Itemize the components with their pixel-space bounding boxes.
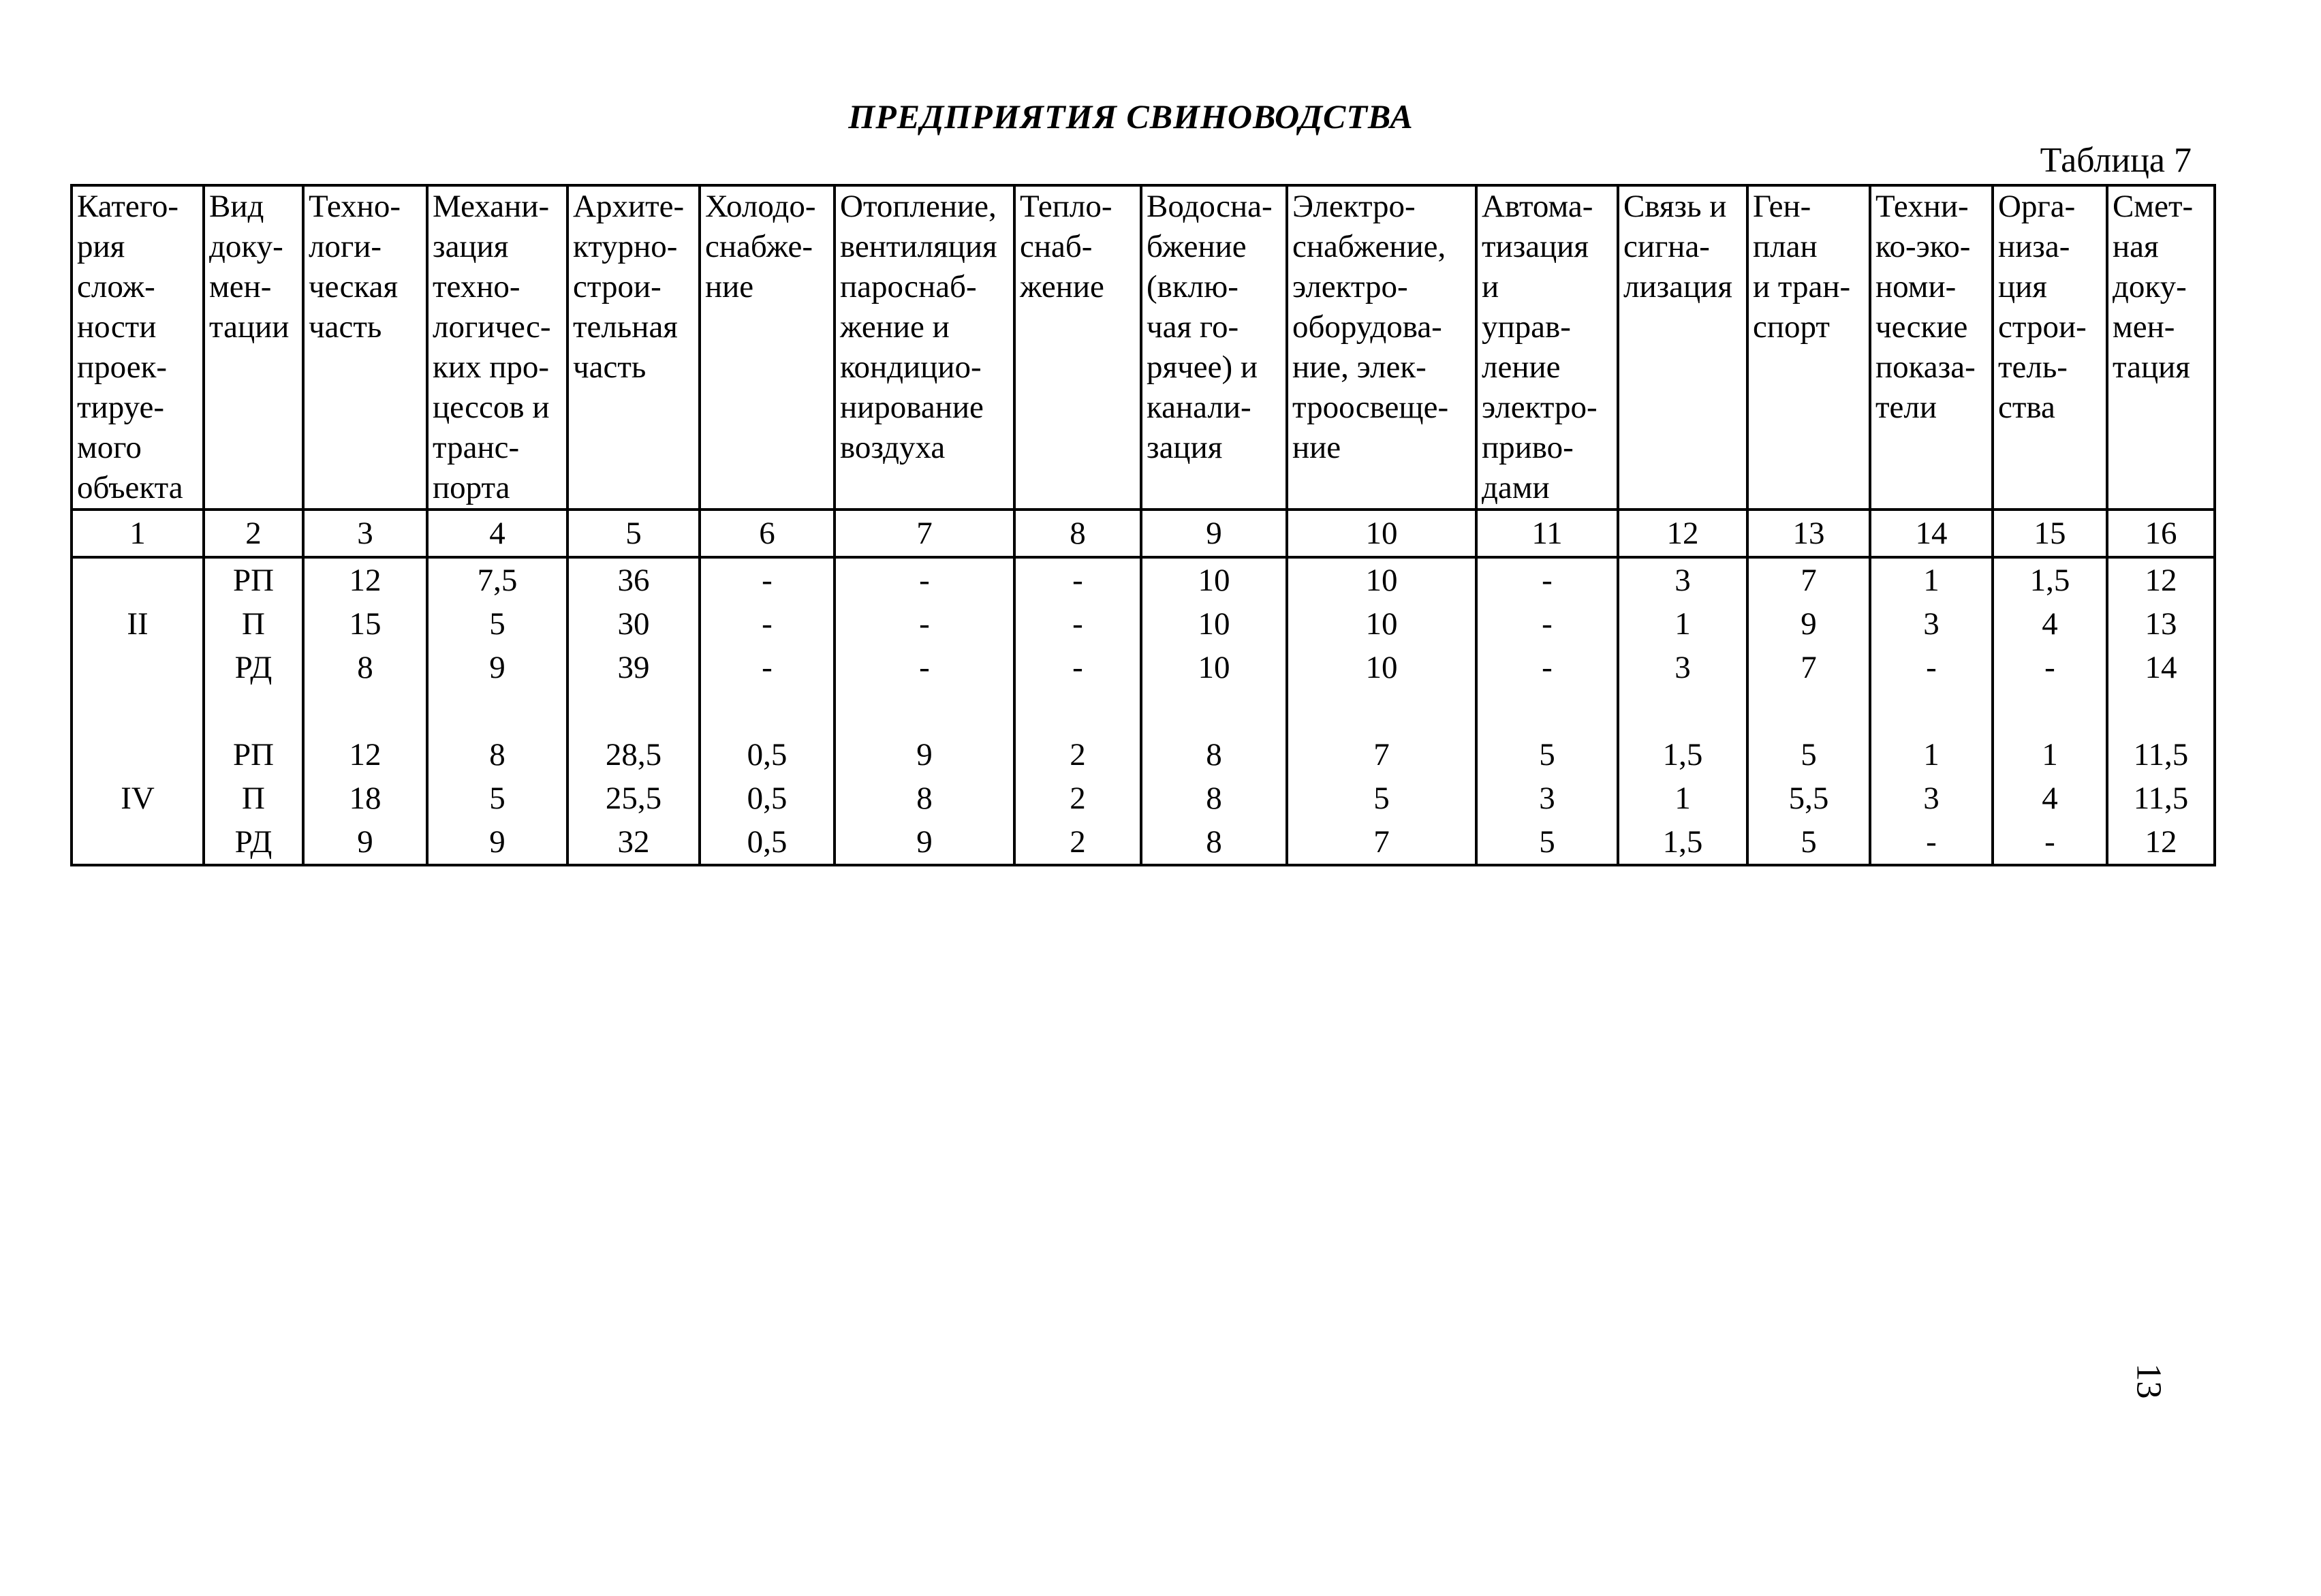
column-header-line: (вклю- xyxy=(1147,269,1239,304)
column-header-line: рячее) и xyxy=(1147,349,1258,385)
value-cell: 7 xyxy=(1801,563,1817,598)
column-header-line: Механи- xyxy=(433,189,550,224)
column-header-line: тируе- xyxy=(77,390,164,425)
value-cell: 8 xyxy=(1206,824,1222,860)
column-values-4 xyxy=(427,557,567,865)
column-number-9: 9 xyxy=(1141,510,1287,557)
value-cell: - xyxy=(1542,563,1553,598)
value-cell: 12 xyxy=(2145,824,2177,860)
value-cell: 8 xyxy=(489,737,505,772)
column-header-line: зация xyxy=(1147,430,1223,465)
value-cell: 7 xyxy=(1373,737,1390,772)
column-header-line: строи- xyxy=(1998,309,2087,345)
value-cell: 12 xyxy=(349,737,381,772)
group-spacer xyxy=(1292,689,1471,733)
column-number-12: 12 xyxy=(1618,510,1747,557)
column-header-2 xyxy=(204,185,303,510)
column-values-15 xyxy=(1993,557,2107,865)
value-cell: 1 xyxy=(1674,606,1691,642)
value-cell: 36 xyxy=(617,563,650,598)
value-cell: 10 xyxy=(1365,606,1398,642)
column-header-8 xyxy=(1014,185,1141,510)
column-header-line: логичес- xyxy=(433,309,551,345)
column-number-13: 13 xyxy=(1747,510,1870,557)
value-cell: 0,5 xyxy=(747,737,788,772)
value-cell: 3 xyxy=(1539,781,1555,816)
group-spacer xyxy=(1482,689,1613,733)
value-cell: - xyxy=(919,606,930,642)
column-header-line: низа- xyxy=(1998,229,2070,264)
value-cell: 4 xyxy=(2042,781,2058,816)
column-header-line: тель- xyxy=(1998,349,2068,385)
column-header-line: чая го- xyxy=(1147,309,1239,345)
column-number-6: 6 xyxy=(700,510,835,557)
value-cell: 2 xyxy=(1070,824,1086,860)
column-header-line: ства xyxy=(1998,390,2055,425)
value-cell: 28,5 xyxy=(605,737,662,772)
value-cell: 5 xyxy=(489,606,505,642)
value-cell: 5 xyxy=(1539,824,1555,860)
column-number-1: 1 xyxy=(72,510,204,557)
column-header-line: ция xyxy=(1998,269,2047,304)
column-values-13 xyxy=(1747,557,1870,865)
column-header-line: мого xyxy=(77,430,142,465)
column-header-line: управ- xyxy=(1482,309,1571,345)
column-header-line: объекта xyxy=(77,470,183,505)
value-cell: 1,5 xyxy=(1662,737,1703,772)
group-spacer xyxy=(433,689,562,733)
column-header-12 xyxy=(1618,185,1747,510)
value-cell: - xyxy=(1542,606,1553,642)
value-cell: - xyxy=(2044,824,2055,860)
value-cell: 25,5 xyxy=(605,781,662,816)
column-header-line: ние, элек- xyxy=(1292,349,1427,385)
value-cell: 2 xyxy=(1070,737,1086,772)
value-cell: 1,5 xyxy=(2029,563,2070,598)
column-header-line: слож- xyxy=(77,269,155,304)
value-cell: 14 xyxy=(2145,650,2177,685)
column-header-line: Связь и xyxy=(1623,189,1727,224)
doc-type-cell: РД xyxy=(234,650,272,685)
group-spacer xyxy=(1998,689,2102,733)
column-header-9 xyxy=(1141,185,1287,510)
column-header-16 xyxy=(2107,185,2215,510)
value-cell: - xyxy=(762,606,773,642)
value-cell: 1 xyxy=(2042,737,2058,772)
value-cell: 1 xyxy=(1674,781,1691,816)
column-header-line: цессов и xyxy=(433,390,550,425)
value-cell: 30 xyxy=(617,606,650,642)
column-header-line: логи- xyxy=(309,229,382,264)
value-cell: 8 xyxy=(357,650,373,685)
column-header-line: тации xyxy=(209,309,290,345)
doc-type-cell: П xyxy=(242,606,265,642)
column-values-9 xyxy=(1141,557,1287,865)
column-header-line: Техни- xyxy=(1875,189,1969,224)
value-cell: 5 xyxy=(489,781,505,816)
value-cell: 3 xyxy=(1674,650,1691,685)
column-number-14: 14 xyxy=(1870,510,1993,557)
group-spacer xyxy=(77,689,198,733)
value-cell: - xyxy=(1926,650,1937,685)
column-header-line: Орга- xyxy=(1998,189,2076,224)
column-header-line: дами xyxy=(1482,470,1550,505)
table-label: Таблица 7 xyxy=(2040,141,2192,180)
column-header-line: номи- xyxy=(1875,269,1957,304)
column-header-line: ктурно- xyxy=(573,229,678,264)
group-spacer xyxy=(705,689,829,733)
group-spacer xyxy=(209,689,298,733)
column-header-line: вентиляция xyxy=(840,229,997,264)
column-header-11 xyxy=(1476,185,1618,510)
column-header-line: Тепло- xyxy=(1020,189,1112,224)
column-header-line: строи- xyxy=(573,269,661,304)
column-values-12 xyxy=(1618,557,1747,865)
value-cell: 0,5 xyxy=(747,824,788,860)
value-cell: - xyxy=(919,650,930,685)
group-spacer xyxy=(1020,689,1136,733)
category-cell xyxy=(77,733,198,777)
category-cell xyxy=(77,646,198,689)
column-values-10 xyxy=(1287,557,1476,865)
column-number-2: 2 xyxy=(204,510,303,557)
value-cell: 9 xyxy=(916,737,933,772)
group-spacer xyxy=(840,689,1009,733)
header-row xyxy=(72,185,2215,510)
value-cell: 9 xyxy=(489,650,505,685)
column-header-4 xyxy=(427,185,567,510)
value-cell: - xyxy=(1926,824,1937,860)
value-cell: 5,5 xyxy=(1788,781,1829,816)
column-header-line: Архите- xyxy=(573,189,685,224)
column-header-line: снабже- xyxy=(705,229,813,264)
column-header-line: оборудова- xyxy=(1292,309,1442,345)
value-cell: 10 xyxy=(1365,563,1398,598)
column-header-line: проек- xyxy=(77,349,168,385)
column-header-line: доку- xyxy=(209,229,283,264)
column-header-line: электро- xyxy=(1292,269,1408,304)
column-values-14 xyxy=(1870,557,1993,865)
column-header-line: Отопление, xyxy=(840,189,997,224)
value-cell: 11,5 xyxy=(2133,781,2189,816)
column-header-line: ление xyxy=(1482,349,1561,385)
value-cell: 12 xyxy=(349,563,381,598)
column-header-line: ких про- xyxy=(433,349,550,385)
column-header-line: ности xyxy=(77,309,157,345)
column-header-line: тация xyxy=(2113,349,2190,385)
value-cell: 10 xyxy=(1365,650,1398,685)
column-header-line: жение xyxy=(1020,269,1104,304)
column-header-1 xyxy=(72,185,204,510)
column-header-line: Автома- xyxy=(1482,189,1593,224)
column-header-line: часть xyxy=(309,309,382,345)
column-values-11 xyxy=(1476,557,1618,865)
group-spacer xyxy=(1623,689,1742,733)
value-cell: 11,5 xyxy=(2133,737,2189,772)
value-cell: 7 xyxy=(1801,650,1817,685)
column-header-line: и xyxy=(1482,269,1499,304)
value-cell: 5 xyxy=(1801,824,1817,860)
value-cell: 18 xyxy=(349,781,381,816)
category-cell xyxy=(77,820,198,864)
value-cell: 4 xyxy=(2042,606,2058,642)
column-values-7 xyxy=(835,557,1014,865)
doc-type-cell: П xyxy=(242,781,265,816)
column-header-line: рия xyxy=(77,229,125,264)
column-header-line: жение и xyxy=(840,309,950,345)
value-cell: - xyxy=(1542,650,1553,685)
value-cell: 8 xyxy=(1206,737,1222,772)
column-header-line: доку- xyxy=(2113,269,2187,304)
column-header-line: спорт xyxy=(1753,309,1830,345)
column-header-3 xyxy=(303,185,427,510)
value-cell: - xyxy=(1072,563,1083,598)
value-cell: 2 xyxy=(1070,781,1086,816)
column-header-line: часть xyxy=(573,349,647,385)
column-header-line: кондицио- xyxy=(840,349,982,385)
value-cell: 10 xyxy=(1198,650,1230,685)
value-cell: - xyxy=(1072,606,1083,642)
category-cell xyxy=(77,559,198,602)
value-cell: 7,5 xyxy=(477,563,518,598)
norms-table xyxy=(70,184,2216,866)
column-header-line: Водосна- xyxy=(1147,189,1273,224)
page-number: 13 xyxy=(2129,1363,2168,1399)
value-cell: 32 xyxy=(617,824,650,860)
column-header-line: бжение xyxy=(1147,229,1247,264)
doc-type-cell: РД xyxy=(234,824,272,860)
value-cell: - xyxy=(762,650,773,685)
value-cell: 1,5 xyxy=(1662,824,1703,860)
column-header-line: лизация xyxy=(1623,269,1732,304)
value-cell: 9 xyxy=(1801,606,1817,642)
column-header-line: транс- xyxy=(433,430,520,465)
column-values-5 xyxy=(567,557,700,865)
value-cell: - xyxy=(919,563,930,598)
value-cell: - xyxy=(2044,650,2055,685)
group-spacer xyxy=(1753,689,1865,733)
column-header-line: мен- xyxy=(2113,309,2175,345)
column-header-line: и тран- xyxy=(1753,269,1851,304)
data-row xyxy=(72,557,2215,865)
value-cell: 9 xyxy=(489,824,505,860)
value-cell: 39 xyxy=(617,650,650,685)
column-header-line: ческая xyxy=(309,269,399,304)
value-cell: 10 xyxy=(1198,606,1230,642)
category-cell: II xyxy=(127,606,149,642)
column-header-line: показа- xyxy=(1875,349,1976,385)
value-cell: 3 xyxy=(1923,606,1940,642)
doc-type-cell: РП xyxy=(232,563,275,598)
value-cell: 1 xyxy=(1923,563,1940,598)
value-cell: 3 xyxy=(1674,563,1691,598)
column-header-line: приво- xyxy=(1482,430,1574,465)
group-spacer xyxy=(2113,689,2209,733)
column-number-15: 15 xyxy=(1993,510,2107,557)
column-number-16: 16 xyxy=(2107,510,2215,557)
column-number-4: 4 xyxy=(427,510,567,557)
column-header-line: сигна- xyxy=(1623,229,1710,264)
column-header-line: электро- xyxy=(1482,390,1598,425)
column-header-line: тельная xyxy=(573,309,678,345)
value-cell: 8 xyxy=(916,781,933,816)
column-header-line: Электро- xyxy=(1292,189,1416,224)
value-cell: 3 xyxy=(1923,781,1940,816)
column-header-5 xyxy=(567,185,700,510)
column-header-line: порта xyxy=(433,470,510,505)
value-cell: 5 xyxy=(1539,737,1555,772)
column-header-line: пароснаб- xyxy=(840,269,977,304)
column-header-13 xyxy=(1747,185,1870,510)
group-spacer xyxy=(309,689,422,733)
column-header-line: Смет- xyxy=(2113,189,2194,224)
value-cell: 5 xyxy=(1801,737,1817,772)
column-header-line: мен- xyxy=(209,269,272,304)
column-header-6 xyxy=(700,185,835,510)
doc-type-cell: РП xyxy=(232,737,275,772)
column-header-line: тизация xyxy=(1482,229,1589,264)
group-spacer xyxy=(573,689,694,733)
group-spacer xyxy=(1147,689,1281,733)
column-values-3 xyxy=(303,557,427,865)
column-header-line: Техно- xyxy=(309,189,401,224)
value-cell: - xyxy=(1072,650,1083,685)
page-title: ПРЕДПРИЯТИЯ СВИНОВОДСТВА xyxy=(848,97,1414,136)
value-cell: - xyxy=(762,563,773,598)
column-number-10: 10 xyxy=(1287,510,1476,557)
value-cell: 1 xyxy=(1923,737,1940,772)
column-header-line: Вид xyxy=(209,189,264,224)
value-cell: 9 xyxy=(916,824,933,860)
value-cell: 7 xyxy=(1373,824,1390,860)
category-cell: IV xyxy=(121,781,155,816)
column-header-15 xyxy=(1993,185,2107,510)
column-header-line: Катего- xyxy=(77,189,179,224)
column-header-line: тели xyxy=(1875,390,1937,425)
value-cell: 10 xyxy=(1198,563,1230,598)
column-number-row xyxy=(72,510,2215,557)
value-cell: 5 xyxy=(1373,781,1390,816)
column-header-line: снаб- xyxy=(1020,229,1093,264)
column-values-16 xyxy=(2107,557,2215,865)
column-header-line: зация xyxy=(433,229,509,264)
column-header-line: ческие xyxy=(1875,309,1968,345)
column-header-line: нирование xyxy=(840,390,984,425)
value-cell: 0,5 xyxy=(747,781,788,816)
column-header-line: снабжение, xyxy=(1292,229,1446,264)
column-header-line: Холодо- xyxy=(705,189,816,224)
value-cell: 13 xyxy=(2145,606,2177,642)
column-number-7: 7 xyxy=(835,510,1014,557)
value-cell: 9 xyxy=(357,824,373,860)
column-header-line: канали- xyxy=(1147,390,1251,425)
column-number-5: 5 xyxy=(567,510,700,557)
column-values-2 xyxy=(204,557,303,865)
column-number-8: 8 xyxy=(1014,510,1141,557)
value-cell: 8 xyxy=(1206,781,1222,816)
column-header-line: воздуха xyxy=(840,430,946,465)
column-header-line: троосвеще- xyxy=(1292,390,1449,425)
value-cell: 15 xyxy=(349,606,381,642)
column-header-7 xyxy=(835,185,1014,510)
group-spacer xyxy=(1875,689,1987,733)
column-values-6 xyxy=(700,557,835,865)
column-values-1 xyxy=(72,557,204,865)
value-cell: 12 xyxy=(2145,563,2177,598)
column-number-11: 11 xyxy=(1476,510,1618,557)
column-header-line: план xyxy=(1753,229,1818,264)
column-header-14 xyxy=(1870,185,1993,510)
column-number-3: 3 xyxy=(303,510,427,557)
column-header-line: ко-эко- xyxy=(1875,229,1971,264)
column-header-line: техно- xyxy=(433,269,520,304)
column-header-line: ние xyxy=(705,269,754,304)
column-header-line: ная xyxy=(2113,229,2159,264)
column-header-line: Ген- xyxy=(1753,189,1811,224)
column-values-8 xyxy=(1014,557,1141,865)
column-header-10 xyxy=(1287,185,1476,510)
column-header-line: ние xyxy=(1292,430,1341,465)
